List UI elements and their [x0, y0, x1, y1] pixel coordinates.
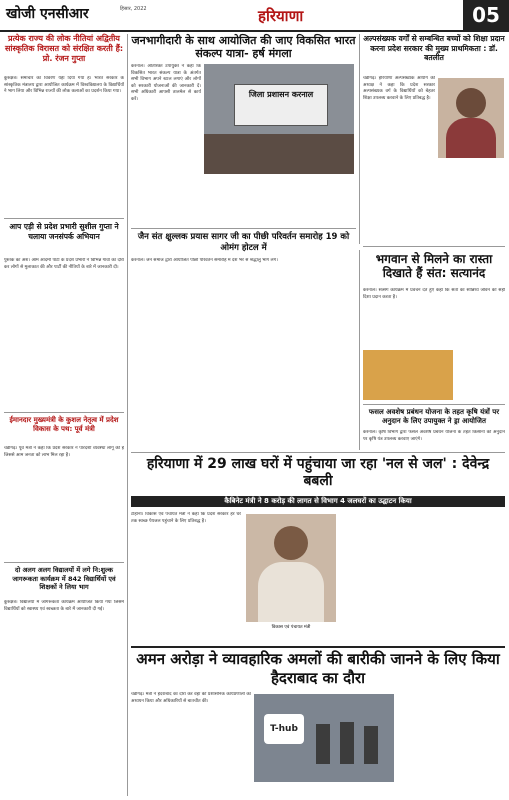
article-9 [363, 408, 505, 426]
article-9-headline: फसल अवशेष प्रबंधन योजना के तहत कृषि यंत्रों पर अनुदान के लिए उपायुक्त ने ड्रा आयोजित [368, 408, 500, 425]
masthead [0, 0, 509, 32]
page-number: 05 [463, 0, 509, 30]
article-10-headline: हरियाणा में 29 लाख घरों में पहुंचाया जा रहा 'नल से जल' : देवेन्द्र बबली [146, 456, 490, 489]
article-4 [4, 222, 124, 242]
article-10-subhead: कैबिनेट मंत्री ने 8 करोड़ की लागत से विभाग 4 जलघरों का उद्घाटन किया [131, 496, 505, 507]
article-11-caption [254, 786, 394, 796]
article-6-body: कुरुक्षेत्र। विद्यालयों में जागरूकता कार्यक्रम आयोजित किया गया जिसमें विद्यार्थियों को स्वास्थ्य एवं स्वच्छता के बारे में जानकारी दी गई। [4, 600, 124, 612]
date-line: हिसार, 2022 [120, 6, 147, 12]
article-3-body: चंडीगढ़। हरियाणा अल्पसंख्यक आयोग की अध्यक्ष ने कहा कि प्रदेश सरकार अल्पसंख्यक वर्ग के विद्यार्थियों को बेहतर शिक्षा उपलब्ध करवाने के लिए प्रतिबद्ध है। [363, 76, 435, 101]
article-11-body: चंडीगढ़। मंत्री ने हैदराबाद का दौरा कर वहाँ की प्रशासनिक कार्यप्रणाली का अध्ययन किया और अधिकारियों से बातचीत की। [131, 692, 251, 704]
article-1-headline: प्रत्येक राज्य की लोक नीतियां अद्वितीय सांस्कृतिक विरासत को संरक्षित करती हैं: प्रो. रंजन गुप्ता [4, 34, 124, 63]
article-9-body: करनाल। कृषि विभाग द्वारा फसल अवशेष प्रबंधन योजना के तहत किसानों को अनुदान पर कृषि यंत्र उपलब्ध करवाए जाएंगे। [363, 430, 505, 442]
article-10 [131, 456, 505, 490]
article-2-photo [204, 64, 354, 174]
article-1 [4, 34, 124, 64]
article-8-photo [363, 350, 453, 400]
article-3-headline: अल्पसंख्यक वर्गों से सम्बन्धित बच्चों को शिक्षा प्रदान करना प्रदेश सरकार की मुख्य प्राथमिकता : डॉ. बतलीत [363, 34, 505, 62]
article-5-headline: ईमानदार मुख्यमंत्री के कुशल नेतृत्व में प्रदेश विकास के पथ: पूर्व मंत्री [9, 416, 119, 433]
article-6 [4, 566, 124, 592]
article-11 [131, 650, 505, 688]
article-4-body: पुस्तक का अंश। आम आदमी पार्टी के प्रदेश प्रभारी ने विभिन्न गांवों का दौरा कर लोगों से मुलाकात की और पार्टी की नीतियों के बारे में जानकारी दी। [4, 258, 124, 270]
article-10-body-extra [340, 512, 505, 642]
article-10-body: टोहाना। विकास एवं पंचायत मंत्री ने कहा कि प्रदेश सरकार हर घर तक स्वच्छ पेयजल पहुंचाने के लिए प्रतिबद्ध है। [131, 512, 241, 524]
article-8-headline: भगवान से मिलने का रास्ता दिखाते हैं संत: सत्यानंद [375, 252, 493, 280]
article-2-headline: जनभागीदारी के साथ आयोजित की जाए विकसित भारत संकल्प यात्रा- हर्ष मंगला [131, 34, 356, 60]
article-2-body-extra [204, 178, 354, 224]
article-4-headline: आप एड़ी से प्रदेश प्रभारी सुशील गुप्ता ने चलाया जनसंपर्क अभियान [9, 222, 119, 241]
article-1-body: कुरुक्षेत्र। समाचार का विवरण यहाँ दिया गया है। भारत सरकार के सांस्कृतिक मंत्रालय द्वारा आयोजित कार्यक्रम में विश्वविद्यालय के विद्यार्थियों ने भाग लिया और विभिन्न राज्यों की लोक कलाओं का प्रदर्शन किया गया। [4, 76, 124, 94]
article-7-headline: जैन संत क्षुल्लक प्रयास सागर जी का पीछी परिवर्तन समारोह 19 को ओमंग होटल में [137, 232, 350, 253]
article-11-headline: अमन अरोड़ा ने व्यावहारिक अमलों की बारीकी जानने के लिए किया हैदराबाद का दौरा [136, 650, 500, 687]
article-3 [363, 34, 505, 63]
article-10-photo [246, 514, 336, 622]
article-11-body-extra [398, 692, 505, 796]
photo-sign: जिला प्रशासन करनाल [234, 84, 328, 126]
article-5-body: चंडीगढ़। पूर्व मंत्री ने कहा कि प्रदेश सरकार ने पारदर्शी व्यवस्था लागू की है जिससे आम जनता को लाभ मिल रहा है। [4, 446, 124, 458]
hub-logo: T-hub [264, 714, 304, 744]
article-8-body-extra [456, 350, 505, 400]
brand-name: खोजी एनसीआर [6, 6, 89, 22]
article-8 [363, 252, 505, 280]
article-3-photo [438, 78, 504, 158]
article-5 [4, 416, 124, 434]
article-2 [131, 34, 356, 60]
article-6-headline: दो अलग अलग विद्यालयों में लगे नि:शुल्क जागरूकता कार्यक्रम में 842 विद्यार्थियों एवं शिक्षकों ने लिया भाग [12, 566, 116, 591]
article-2-body: करनाल। अतिरिक्त उपायुक्त ने कहा कि विकसित भारत संकल्प यात्रा के अंतर्गत सभी विभाग अपने स्टाल लगाएं और लोगों को सरकारी योजनाओं की जानकारी दें। सभी अधिकारी आपसी तालमेल से कार्य करें। [131, 64, 201, 102]
article-7 [131, 232, 356, 254]
section-title: हरियाणा [258, 7, 304, 25]
article-7-body: करनाल। जैन समाज द्वारा आयोजित पीछी परिवर्तन समारोह में देश भर से श्रद्धालु भाग लेंगे। [131, 258, 278, 263]
article-11-photo [254, 694, 394, 782]
article-8-body: करनाल। सत्संग कार्यक्रम में प्रवचन देते हुए कहा कि संतों का सान्निध्य जीवन को सही दिशा प्रदान करता है। [363, 288, 505, 300]
article-10-photo-caption: विकास एवं पंचायत मंत्री [271, 625, 311, 630]
